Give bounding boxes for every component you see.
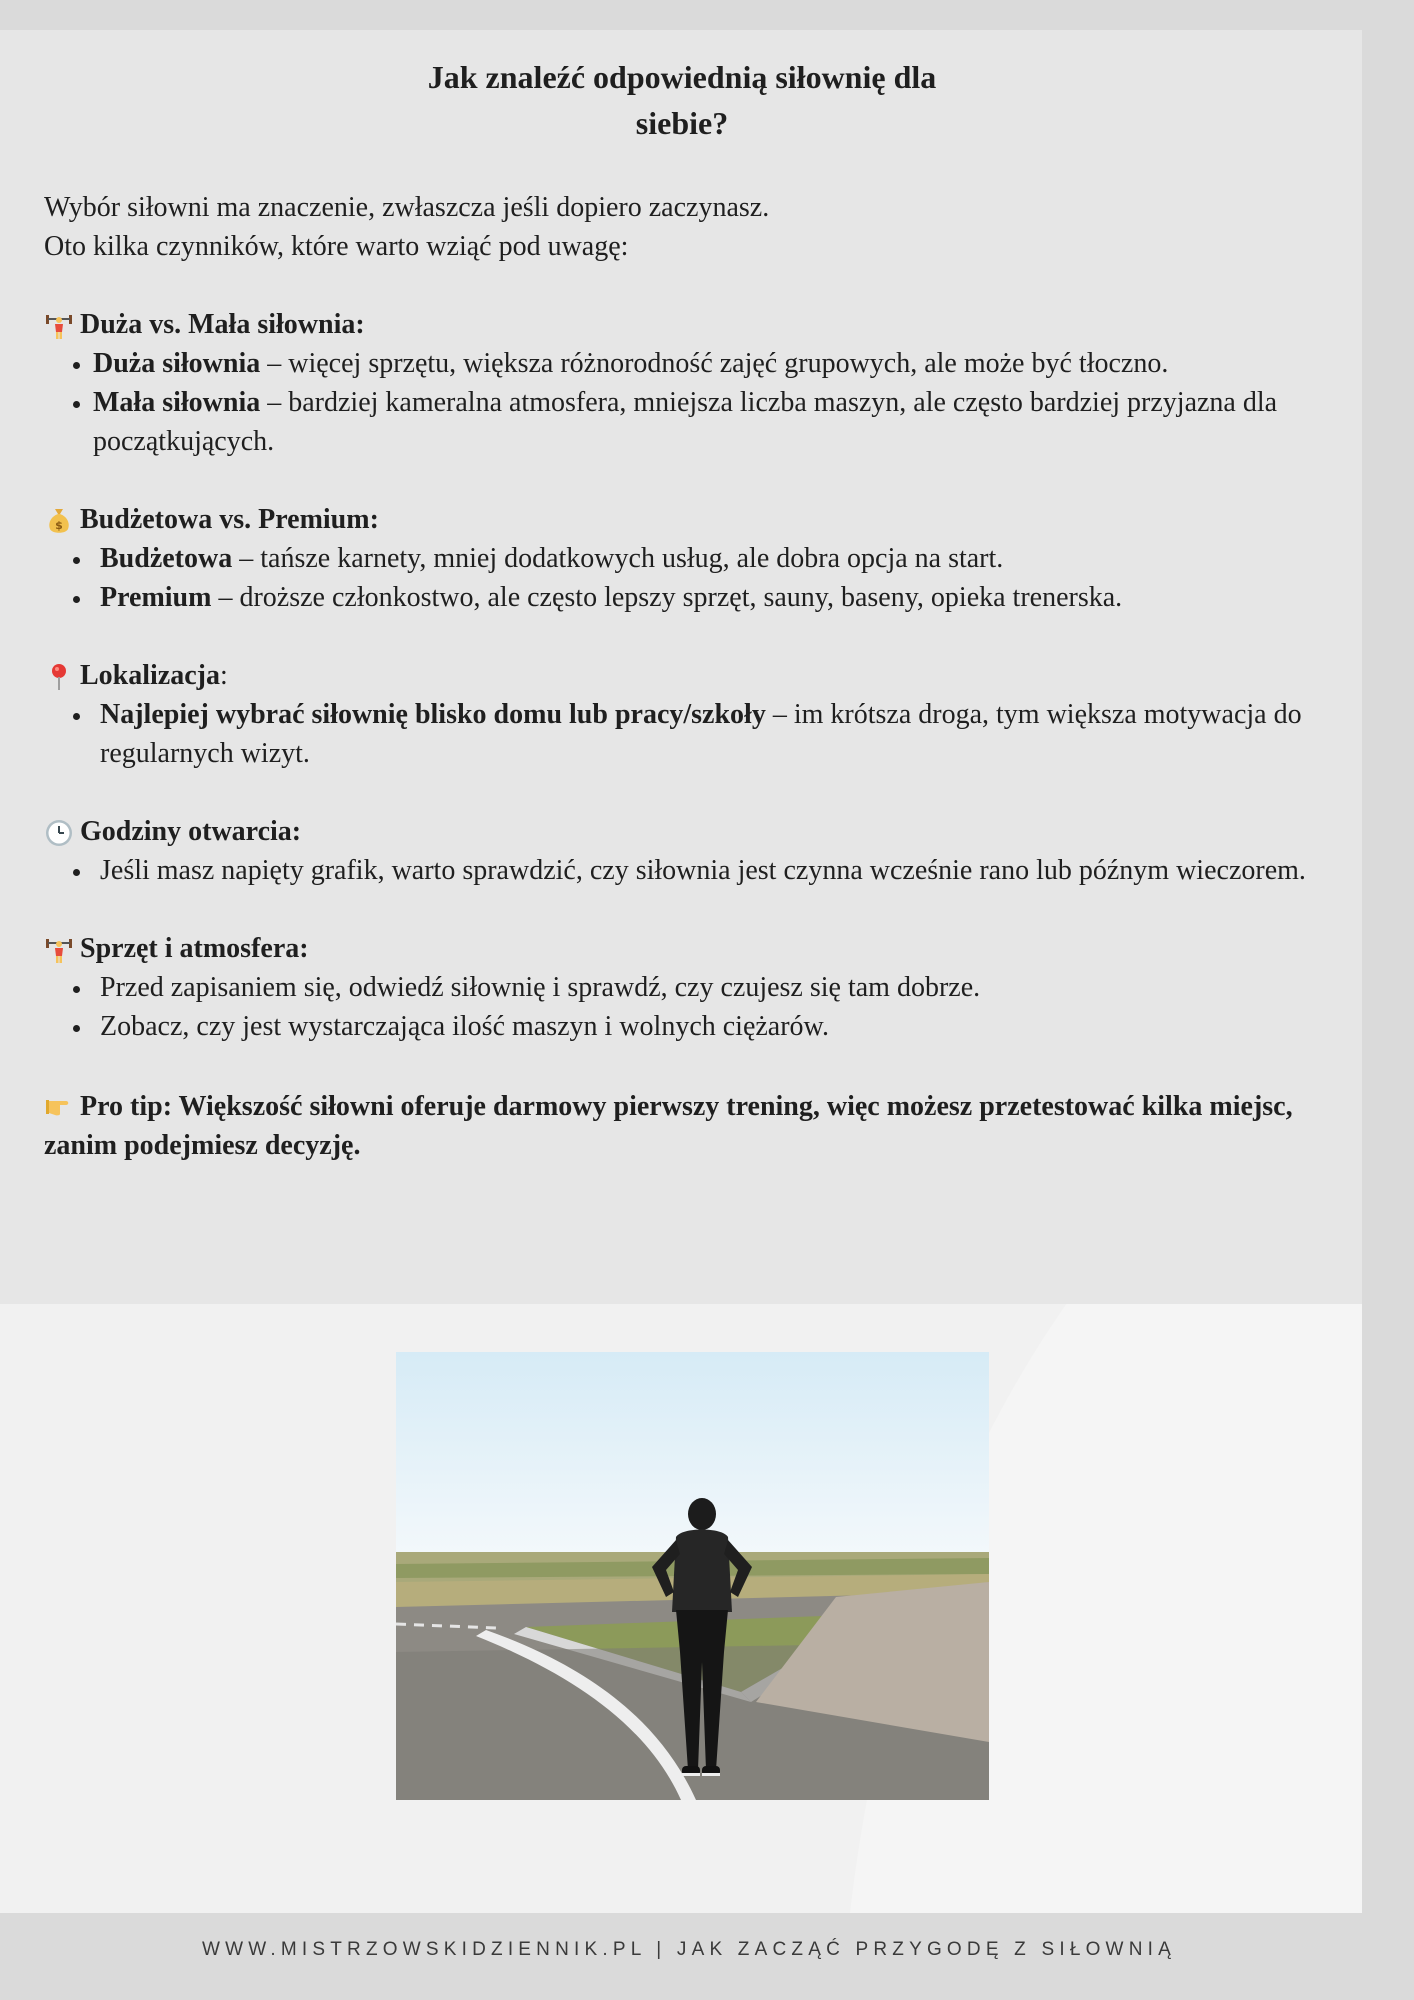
- list-item: [93, 851, 1334, 890]
- list-item-bold: Duża siłownia: [93, 348, 261, 379]
- page-footer: [0, 1913, 1414, 2000]
- section-list: [44, 539, 1334, 617]
- section-heading: [44, 305, 1334, 344]
- list-item: [93, 539, 1334, 578]
- list-item-bold: Budżetowa: [100, 543, 233, 574]
- section-heading-text: Duża vs. Mała siłownia:: [80, 309, 365, 340]
- list-item: [93, 695, 1334, 773]
- list-item: [93, 344, 1334, 383]
- page-title: [22, 54, 1342, 146]
- list-item-text: Jeśli masz napięty grafik, warto sprawdzić, czy siłownia jest czynna wcześnie rano lub późnym wieczorem.: [100, 855, 1306, 886]
- section-list: [44, 851, 1334, 890]
- list-item: [93, 383, 1334, 461]
- list-item-text: – bardziej kameralna atmosfera, mniejsza liczba maszyn, ale często bardziej przyjazna dla początkujących.: [93, 387, 1278, 457]
- list-item-text: – droższe członkostwo, ale często lepszy sprzęt, sauny, baseny, opieka trenerska.: [211, 582, 1123, 613]
- list-item-bold: Mała siłownia: [93, 387, 261, 418]
- crossroads-photo: [396, 1352, 989, 1800]
- section-list: [44, 968, 1334, 1046]
- section-heading-text: Lokalizacja: [80, 660, 220, 691]
- weightlifter-icon: [44, 935, 74, 965]
- pointing-hand-icon: [44, 1089, 74, 1119]
- section-list: [44, 344, 1334, 461]
- clock-icon: [44, 818, 74, 848]
- intro-line-1: Wybór siłowni ma znaczenie, zwłaszcza jeśli dopiero zaczynasz.: [44, 192, 770, 223]
- section-heading: [44, 500, 1334, 539]
- list-item: [93, 1007, 1334, 1046]
- location-pin-icon: [44, 662, 74, 692]
- weightlifter-icon: [44, 311, 74, 341]
- intro-paragraph: [44, 188, 1334, 266]
- list-item-bold: Najlepiej wybrać siłownię blisko domu lub pracy/szkoły: [100, 699, 766, 730]
- intro-line-2: Oto kilka czynników, które warto wziąć pod uwagę:: [44, 231, 629, 262]
- pro-tip: [44, 1085, 1334, 1165]
- list-item-text: – tańsze karnety, mniej dodatkowych usług, ale dobra opcja na start.: [232, 543, 1004, 574]
- list-item-text: Zobacz, czy jest wystarczająca ilość maszyn i wolnych ciężarów.: [100, 1011, 829, 1042]
- section-heading-text: Budżetowa vs. Premium:: [80, 504, 379, 535]
- title-line-2: siebie?: [635, 105, 729, 141]
- section-heading: [44, 812, 1334, 851]
- section-hours: [44, 812, 1334, 890]
- footer-text: WWW.MISTRZOWSKIDZIENNIK.PL | JAK ZACZĄĆ PRZYGODĘ Z SIŁOWNIĄ: [202, 1939, 1176, 1960]
- list-item-text: Przed zapisaniem się, odwiedź siłownię i sprawdź, czy czujesz się tam dobrze.: [100, 972, 981, 1003]
- section-heading-suffix: :: [220, 660, 228, 691]
- list-item: [93, 968, 1334, 1007]
- section-equipment: [44, 929, 1334, 1046]
- section-list: [44, 695, 1334, 773]
- list-item: [93, 578, 1334, 617]
- section-heading-text: Godziny otwarcia:: [80, 816, 302, 847]
- title-line-1: Jak znaleźć odpowiednią siłownię dla: [427, 59, 937, 95]
- section-heading: [44, 656, 1334, 695]
- article-content: [44, 54, 1334, 1165]
- section-budget: [44, 500, 1334, 617]
- document-page: [0, 30, 1362, 1913]
- section-heading-text: Sprzęt i atmosfera:: [80, 933, 309, 964]
- section-size: [44, 305, 1334, 461]
- section-heading: [44, 929, 1334, 968]
- list-item-text: – więcej sprzętu, większa różnorodność zajęć grupowych, ale może być tłoczno.: [260, 348, 1169, 379]
- svg-text:$: $: [55, 518, 63, 532]
- money-bag-icon: [44, 506, 74, 536]
- pro-tip-text: Pro tip: Większość siłowni oferuje darmowy pierwszy trening, więc możesz przetestować kilka miejsc, zanim podejmiesz decyzję.: [44, 1091, 1293, 1161]
- section-location: [44, 656, 1334, 773]
- list-item-text: – im krótsza droga, tym większa motywacja do regularnych wizyt.: [100, 699, 1302, 769]
- list-item-bold: Premium: [100, 582, 212, 613]
